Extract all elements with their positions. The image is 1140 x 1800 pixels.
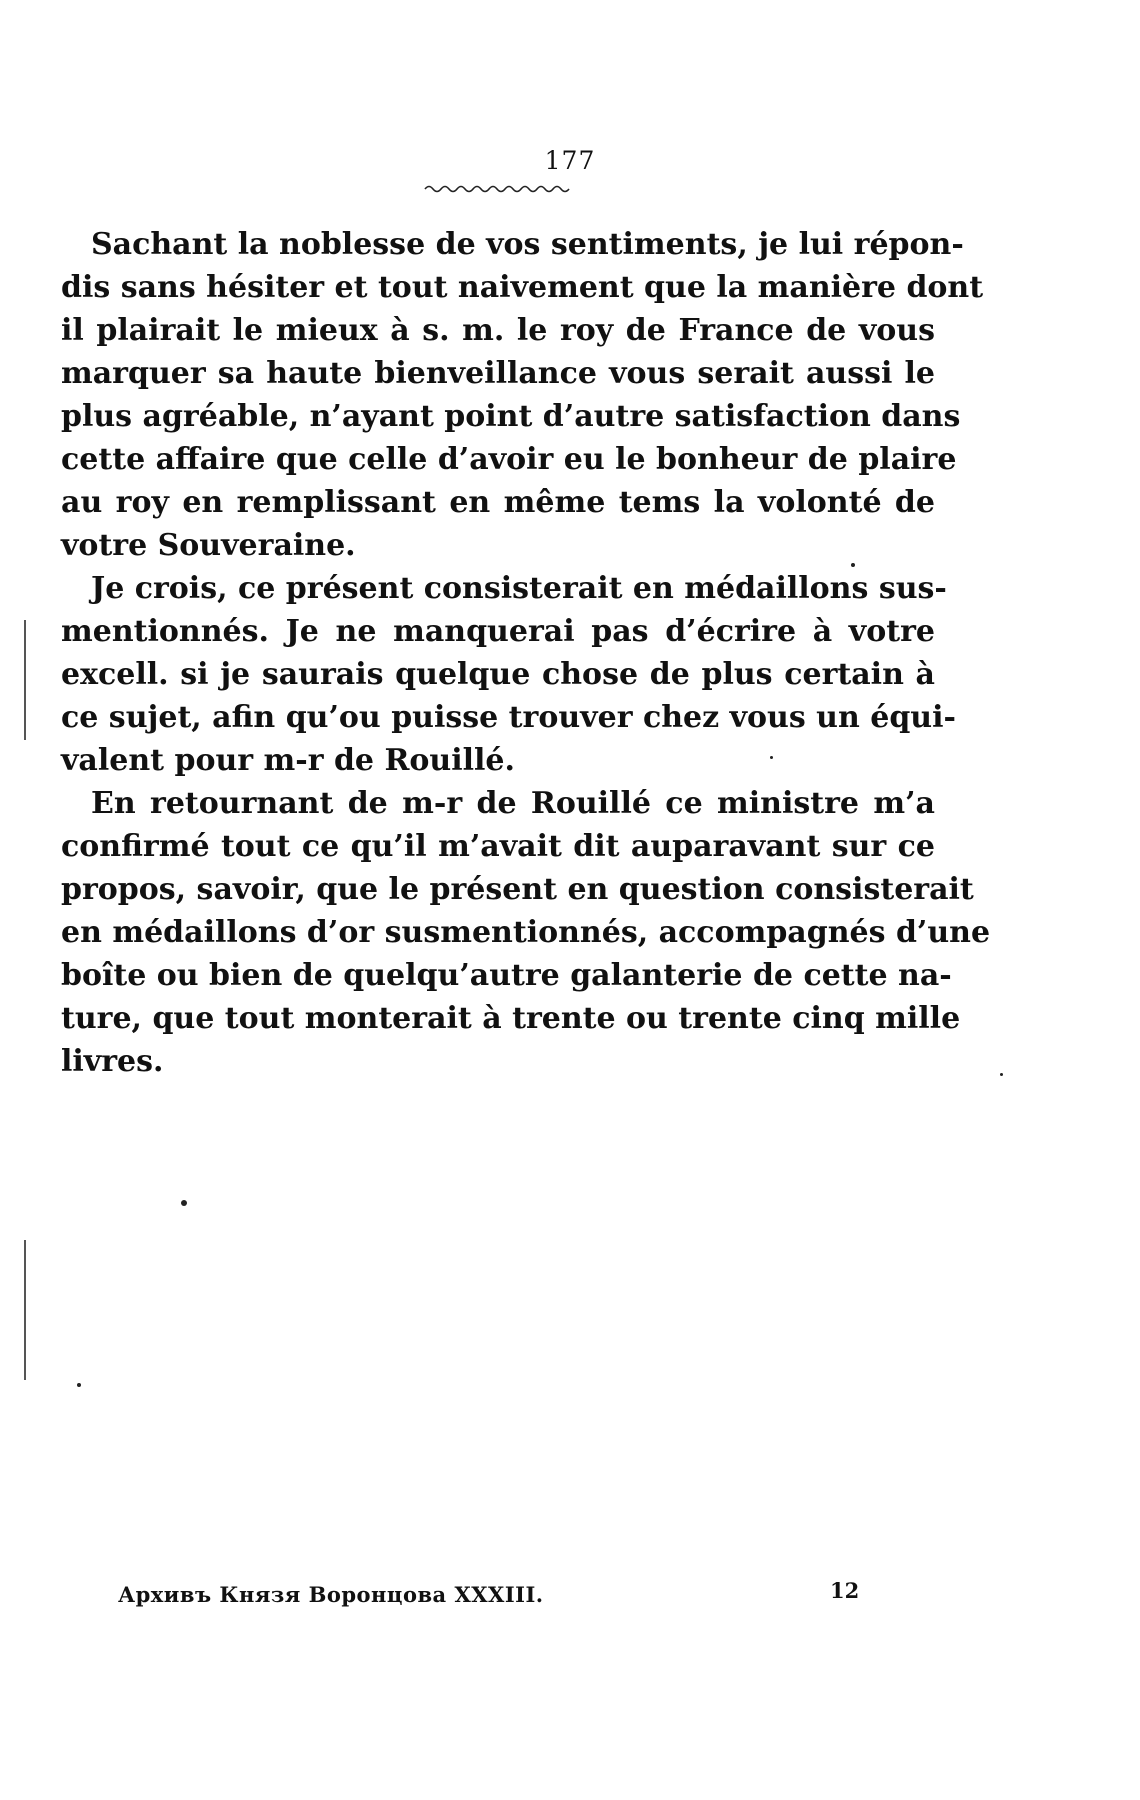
text-line: dis sans hésiter et tout naivement que la manière dont [61, 270, 984, 305]
text-line: votre Souveraine. [61, 528, 356, 563]
scan-speck [77, 1383, 81, 1387]
scan-speck [851, 563, 855, 567]
text-line: il plairait le mieux à s. m. le roy de France de vous [61, 313, 935, 348]
scan-speck [770, 756, 773, 759]
text-line: ce sujet, afin qu’ou puisse trouver chez vous un équi- [61, 700, 956, 735]
text-line: boîte ou bien de quelqu’autre galanterie de cette na- [61, 958, 952, 993]
text-line: valent pour m-r de Rouillé. [61, 743, 515, 778]
text-line: cette affaire que celle d’avoir eu le bonheur de plaire [61, 442, 957, 477]
text-line: plus agréable, n’ayant point d’autre satisfaction dans [61, 399, 961, 434]
footer-title: Архивъ Князя Воронцова XXXIII. [118, 1582, 544, 1607]
wavy-rule-ornament [423, 183, 573, 195]
scan-edge-mark [24, 1240, 26, 1380]
page-number: 177 [544, 146, 596, 175]
text-line: Sachant la noblesse de vos sentiments, je lui répon- [91, 227, 964, 262]
text-line: en médaillons d’or susmentionnés, accompagnés d’une [61, 915, 991, 950]
text-line: mentionnés. Je ne manquerai pas d’écrire à votre [61, 614, 935, 649]
body-text [61, 223, 991, 1083]
text-line: ture, que tout monterait à trente ou trente cinq mille [61, 1001, 961, 1036]
text-line: Je crois, ce présent consisterait en médaillons sus- [91, 571, 947, 606]
text-line: au roy en remplissant en même tems la volonté de [61, 485, 935, 520]
scan-edge-mark [24, 620, 26, 740]
scan-speck [181, 1200, 187, 1206]
signature-mark: 12 [830, 1578, 860, 1603]
text-line: marquer sa haute bienveillance vous serait aussi le [61, 356, 935, 391]
text-line: propos, savoir, que le présent en question consisterait [61, 872, 974, 907]
text-line: En retournant de m-r de Rouillé ce ministre m’a [91, 786, 935, 821]
text-line: livres. [61, 1044, 164, 1079]
scan-speck [1000, 1073, 1003, 1076]
text-line: excell. si je saurais quelque chose de plus certain à [61, 657, 935, 692]
text-line: confirmé tout ce qu’il m’avait dit auparavant sur ce [61, 829, 935, 864]
